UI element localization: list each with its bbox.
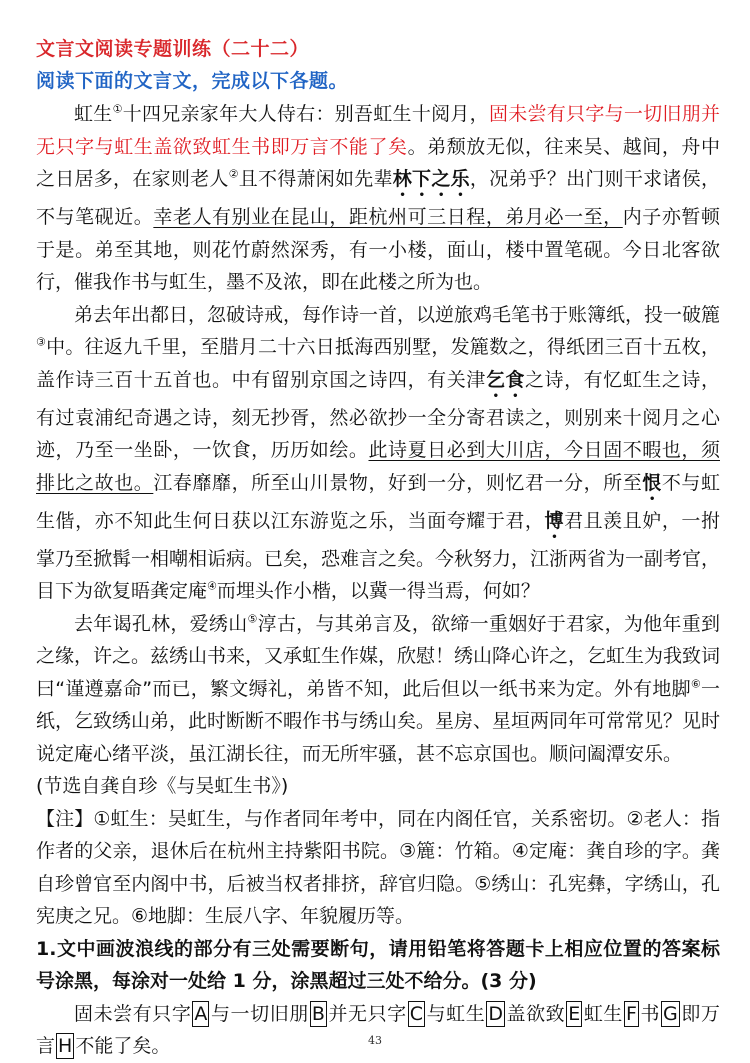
underlined-sentence: 此诗夏日必到大川店，今日固不暇也，须排比之故也。 xyxy=(36,439,720,494)
text-run: 中。往返九千里，至腊月二十六日抵海西别墅，发簏数之，得纸团三百十五枚，盖作诗三百十五首也。中有留别京国之诗四，有关津 xyxy=(36,336,720,391)
text-run: 十四兄亲家年大人侍右：别吾虹生十阅月， xyxy=(122,103,489,125)
passage-paragraph-1 xyxy=(36,98,720,299)
footnote-marker: ④ xyxy=(207,579,217,593)
wavy-line-sentence: 固未尝有只字与一切旧朋并无只字与虹生盖欲致虹生书即万言不能了矣 xyxy=(36,103,720,158)
text-run: 淳古，与其弟言及，欲缔一重姻好于君家，为他年重到之缘，许之。兹绣山书来，又承虹生作媒，欣慰！绣山降心许之，乞虹生为我致词曰“谨遵嘉命”而已，繁文缛礼，弟皆不知，此后但以一纸书来为定。外有地脚 xyxy=(36,612,721,700)
text-run: 君且羡且妒，一拊掌乃至掀髯一相嘲相诟病。已矣，恐难言之矣。今秋努力，江浙两省为一副考官，目下为欲复晤龚定庵 xyxy=(36,509,721,602)
passage-paragraph-3 xyxy=(36,608,720,771)
answer-box-f[interactable]: F xyxy=(625,1002,637,1025)
text-run: 去年谒孔林，爱绣山 xyxy=(74,612,248,635)
text-run: 之诗，有忆虹生之诗，有过袁浦纪奇遇之诗，刻无抄胥，然必欲抄一全分寄君读之，则别来十阅月之心迹，乃至一坐卧，一饮食，历历如绘。 xyxy=(36,368,720,461)
instruction-heading: 阅读下面的文言文，完成以下各题。 xyxy=(36,70,349,92)
answer-box-e[interactable]: E xyxy=(568,1002,581,1025)
page-number: 43 xyxy=(368,1034,382,1047)
answer-segment: 盖欲致 xyxy=(505,1002,566,1025)
answer-box-d[interactable]: D xyxy=(488,1002,503,1025)
underlined-sentence: 幸老人有别业在昆山，距杭州可三日程，弟月必一至， xyxy=(153,206,623,228)
footnote-marker: ① xyxy=(112,102,123,116)
answer-segment: 与虹生 xyxy=(426,1002,486,1025)
text-run: 弟去年出都日，忽破诗戒，每作诗一首，以逆旅鸡毛笔书于账簿纸，投一破簏 xyxy=(74,303,721,326)
answer-segment: 虹生 xyxy=(583,1002,623,1025)
answer-box-g[interactable]: G xyxy=(663,1002,678,1025)
source-citation: (节选自龚自珍《与吴虹生书》) xyxy=(36,775,289,797)
footnote-marker: ⑤ xyxy=(247,612,258,626)
answer-segment: 并无只字 xyxy=(327,1002,407,1025)
emphasized-term: 乞食 xyxy=(485,368,525,391)
passage-body xyxy=(36,98,720,1063)
answer-box-h[interactable]: H xyxy=(58,1035,73,1057)
answer-segment: 即万言 xyxy=(36,1002,720,1057)
answer-box-b[interactable]: B xyxy=(311,1002,325,1025)
emphasized-term: 博 xyxy=(544,509,565,532)
answer-segment: 固未尝有只字 xyxy=(74,1002,192,1025)
answer-segment: 不能了矣。 xyxy=(75,1035,171,1057)
footnotes: 【注】①虹生：吴虹生，与作者同年考中，同在内阁任官，关系密切。②老人：指作者的父亲，退休后在杭州主持紫阳书院。③簏：竹箱。④定庵：龚自珍的字。龚自珍曾官至内阁中书，后被当权者排挤，辞官归隐。⑤绣山：孔宪彝，字绣山，孔宪庚之兄。⑥地脚：生辰八字、年貌履历等。 xyxy=(36,807,720,927)
text-run: 虹生 xyxy=(74,103,113,125)
footnote-marker: ② xyxy=(228,167,239,181)
footnote-marker: ⑥ xyxy=(690,677,701,691)
text-run: 江春靡靡，所至山川景物，好到一分，则忆君一分，所至 xyxy=(153,471,643,494)
text-run: 。弟颓放无似，往来吴、越间，舟中之日居多，在家则老人 xyxy=(36,135,720,190)
text-run: ，况弟乎？出门则干求诸侯，不与笔砚近。 xyxy=(36,168,720,228)
answer-segment: 书 xyxy=(639,1002,661,1025)
answer-box-c[interactable]: C xyxy=(409,1002,424,1025)
question-1-prompt: 1.文中画波浪线的部分有三处需要断句，请用铅笔将答题卡上相应位置的答案标号涂黑，每涂对一处给 1 分，涂黑超过三处不给分。(3 分) xyxy=(36,937,720,992)
answer-box-a[interactable]: A xyxy=(194,1002,208,1025)
answer-segment: 与一切旧朋 xyxy=(210,1002,309,1025)
passage-paragraph-2 xyxy=(36,299,720,608)
text-run: 不与虹生偕，亦不知此生何日获以江东游览之乐，当面夸耀于君， xyxy=(36,471,720,532)
footnote-marker: ③ xyxy=(36,335,47,349)
text-run: 且不得萧闲如先辈 xyxy=(238,168,393,190)
page-title: 文言文阅读专题训练（二十二） xyxy=(36,38,310,60)
answer-options xyxy=(36,998,720,1063)
emphasized-term: 恨 xyxy=(642,471,662,494)
text-run: 而埋头作小楷，以冀一得当焉，何如？ xyxy=(216,580,540,602)
text-run: 一纸，乞致绣山弟，此时断断不暇作书与绣山矣。星房、星垣两同年可常常见？见时说定庵心绪平淡，虽江湖长往，而无所牢骚，甚不忘京国也。顺问阖潭安乐。 xyxy=(36,677,721,765)
text-run: 内子亦暂顿于是。弟至其地，则花竹蔚然深秀，有一小楼，面山，楼中置笔砚。今日北客欲行，催我作书与虹生，墨不及浓，即在此楼之所为也。 xyxy=(36,206,720,293)
emphasized-term: 林下之乐 xyxy=(392,168,470,190)
